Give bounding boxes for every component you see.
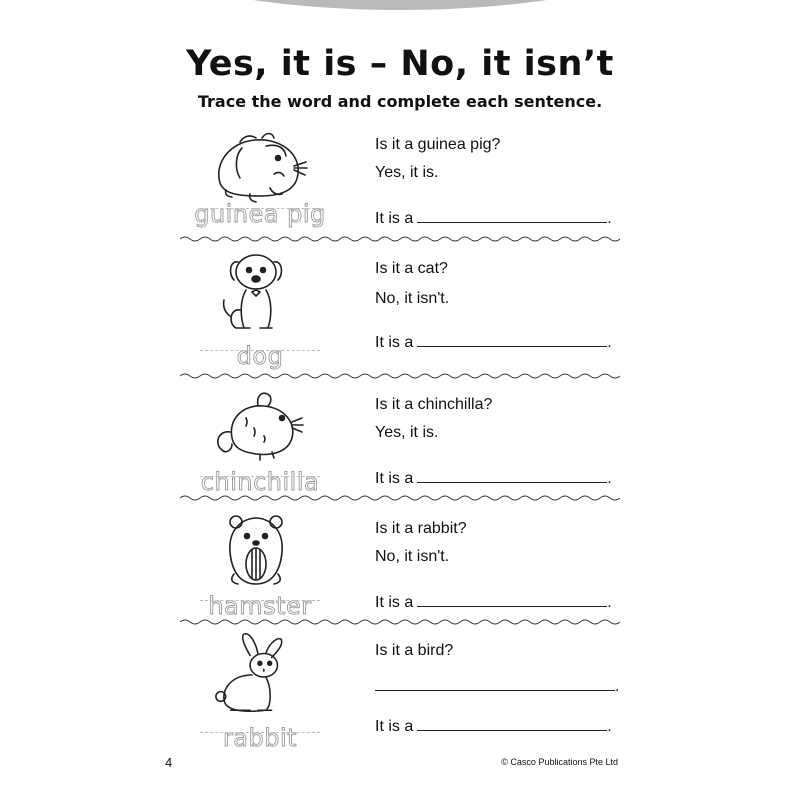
- wavy-divider: [180, 372, 620, 380]
- rabbit-icon: [200, 632, 310, 720]
- sentence-prefix: It is a: [375, 594, 414, 611]
- chinchilla-icon: [200, 388, 310, 468]
- trace-word: guinea pig: [180, 200, 340, 228]
- sentence-prefix: It is a: [375, 470, 414, 487]
- dog-icon: [200, 250, 310, 340]
- answer-blank[interactable]: [417, 208, 607, 223]
- trace-word: dog: [180, 342, 340, 370]
- question-text: Is it a rabbit?: [375, 520, 467, 537]
- response-blank[interactable]: [375, 676, 615, 691]
- header-arc: [115, 0, 685, 10]
- question-text: Is it a guinea pig?: [375, 136, 501, 153]
- sentence-line: [375, 468, 612, 488]
- sentence-period: .: [607, 718, 612, 735]
- answer-text: Yes, it is.: [375, 424, 439, 441]
- answer-blank[interactable]: [417, 332, 607, 347]
- page-instructions: Trace the word and complete each sentence.: [197, 92, 603, 111]
- trace-word: rabbit: [180, 724, 340, 752]
- answer-text: No, it isn't.: [375, 290, 450, 307]
- sentence-prefix: It is a: [375, 718, 414, 735]
- sentence-line: [375, 716, 612, 736]
- sentence-period: .: [615, 678, 620, 695]
- answer-text: No, it isn't.: [375, 548, 450, 565]
- page-number: 4: [165, 755, 173, 770]
- question-text: Is it a bird?: [375, 642, 454, 659]
- answer-blank[interactable]: [417, 592, 607, 607]
- sentence-period: .: [607, 594, 612, 611]
- answer-blank[interactable]: [417, 716, 607, 731]
- sentence-prefix: It is a: [375, 210, 414, 227]
- sentence-period: .: [607, 210, 612, 227]
- sentence-prefix: It is a: [375, 334, 414, 351]
- hamster-icon: [200, 512, 310, 592]
- trace-word: hamster: [180, 592, 340, 620]
- wavy-divider: [180, 494, 620, 502]
- page-title: Yes, it is – No, it isn’t: [186, 44, 614, 84]
- answer-text: Yes, it is.: [375, 164, 439, 181]
- sentence-line: [375, 208, 612, 228]
- sentence-line: [375, 592, 612, 612]
- sentence-period: .: [607, 334, 612, 351]
- sentence-line: [375, 332, 612, 352]
- sentence-period: .: [607, 470, 612, 487]
- trace-word: chinchilla: [180, 468, 340, 496]
- wavy-divider: [180, 235, 620, 243]
- answer-blank[interactable]: [417, 468, 607, 483]
- response-line: [375, 676, 619, 696]
- copyright-notice: © Casco Publications Pte Ltd: [501, 757, 618, 767]
- wavy-divider: [180, 618, 620, 626]
- question-text: Is it a chinchilla?: [375, 396, 493, 413]
- question-text: Is it a cat?: [375, 260, 448, 277]
- guinea-pig-icon: [200, 128, 310, 208]
